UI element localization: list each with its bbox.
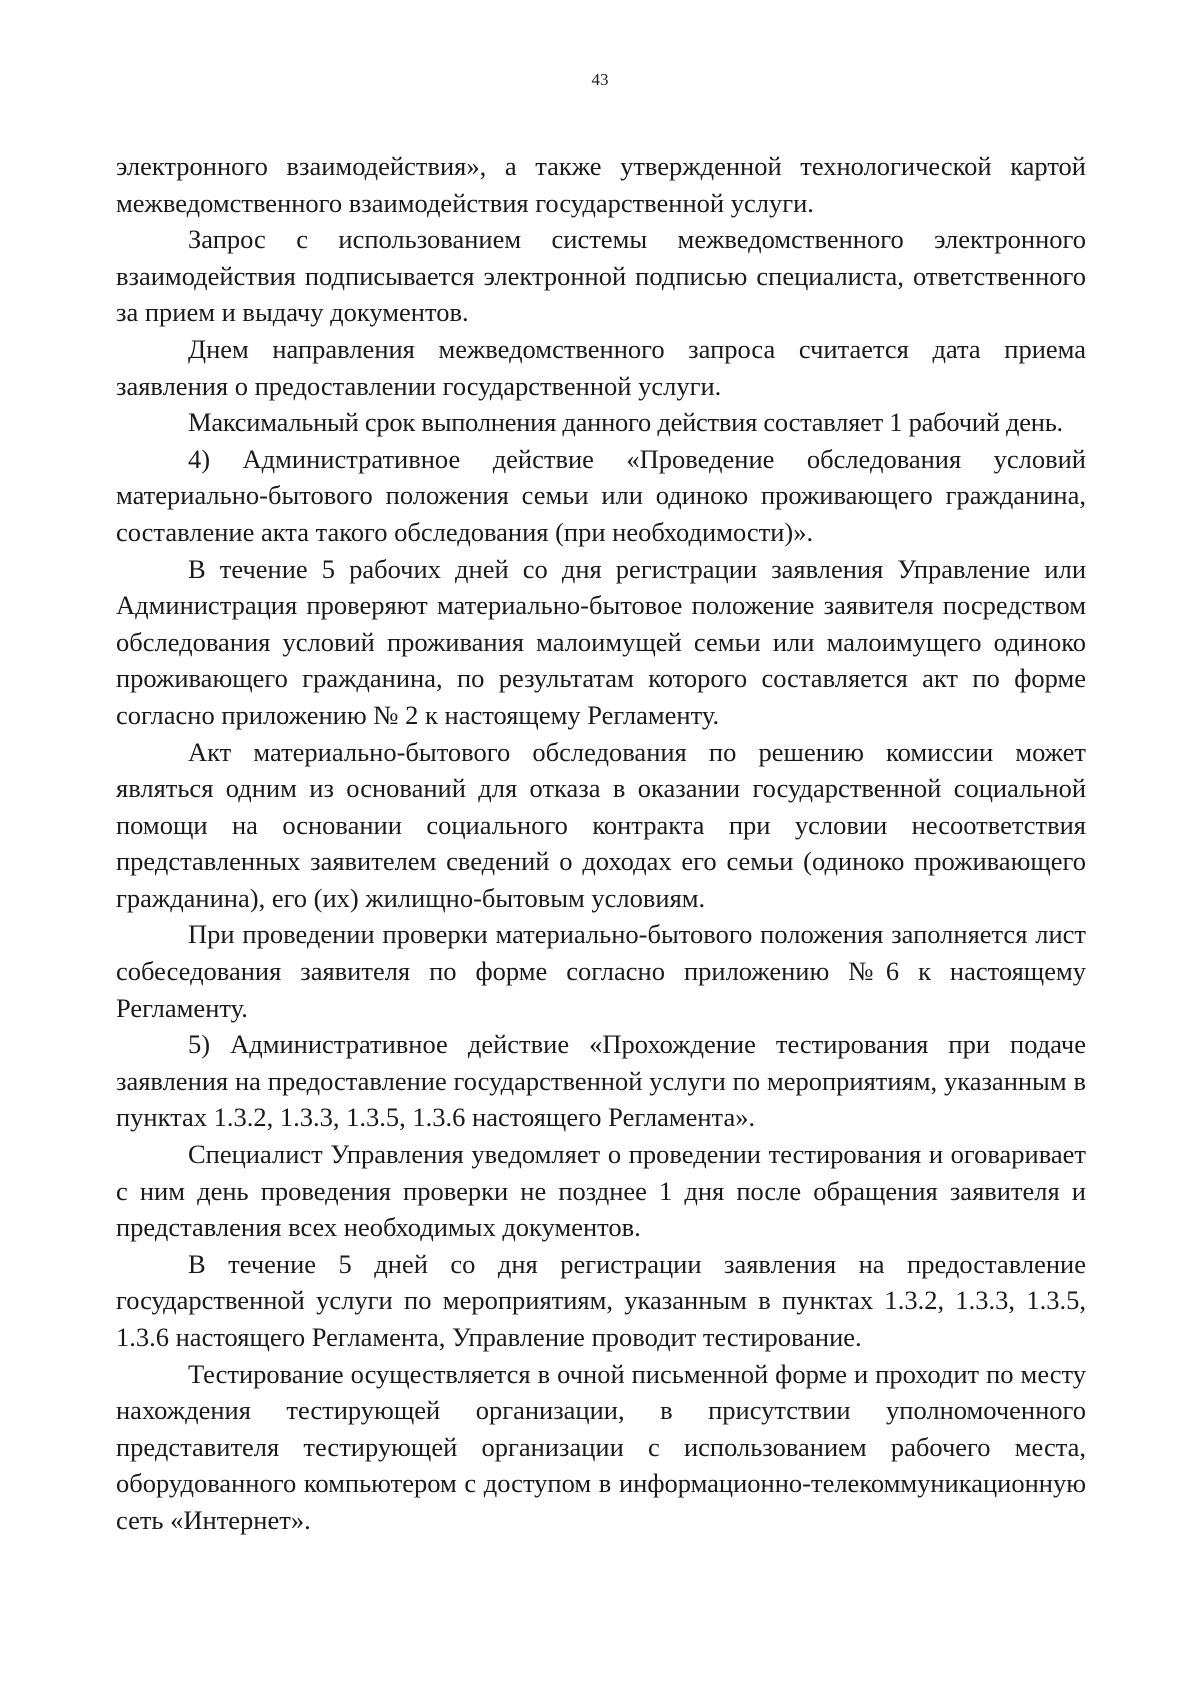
paragraph: Специалист Управления уведомляет о проведении тестирования и оговаривает с ним день проведения проверки не позднее 1 дня после обращения заявителя и представления всех необходимых документов. (116, 1139, 1086, 1243)
paragraph: 5) Административное действие «Прохождение тестирования при подаче заявления на предоставление государственной услуги по мероприятиям, указанным в пунктах 1.3.2, 1.3.3, 1.3.5, 1.3.6 настоящего Регламента». (116, 1029, 1086, 1133)
paragraph: Тестирование осуществляется в очной письменной форме и проходит по месту нахождения тестирующей организации, в присутствии уполномоченного представителя тестирующей организации с использованием рабочего места, оборудованного компьютером с доступом в информационно-телекоммуникационную сеть «Интернет». (116, 1358, 1086, 1535)
paragraph: Запрос с использованием системы межведомственного электронного взаимодействия подписывается электронной подписью специалиста, ответственного за прием и выдачу документов. (116, 224, 1086, 328)
page-number: 43 (591, 70, 609, 89)
paragraph: Днем направления межведомственного запроса считается дата приема заявления о предоставлении государственной услуги. (116, 333, 1086, 401)
paragraph: Акт материально-бытового обследования по решению комиссии может являться одним из оснований для отказа в оказании государственной социальной помощи на основании социального контракта при условии несоответствия представленных заявителем сведений о доходах его семьи (одиноко проживающего гражданина), его (их) жилищно-бытовым условиям. (116, 736, 1086, 913)
paragraph: При проведении проверки материально-бытового положения заполняется лист собеседования заявителя по форме согласно приложению №6 к настоящему Регламенту. (116, 919, 1086, 1023)
paragraph: В течение 5 дней со дня регистрации заявления на предоставление государственной услуги по мероприятиям, указанным в пунктах 1.3.2, 1.3.3, 1.3.5, 1.3.6 настоящего Регламента, Управление проводит тестирование. (116, 1248, 1086, 1352)
document-body (116, 148, 1086, 1539)
paragraph: электронного взаимодействия», а также утвержденной технологической картой межведомственного взаимодействия государственной услуги. (116, 151, 1086, 218)
paragraph: В течение 5 рабочих дней со дня регистрации заявления Управление или Администрация проверяют материально-бытовое положение заявителя посредством обследования условий проживания малоимущей семьи или малоимущего одиноко проживающего гражданина, по результатам которого составляется акт по форме согласно приложению № 2 к настоящему Регламенту. (116, 553, 1086, 730)
paragraph: Максимальный срок выполнения данного действия составляет 1 рабочий день. (188, 407, 1063, 438)
paragraph: 4) Административное действие «Проведение обследования условий материально-бытового положения семьи или одиноко проживающего гражданина, составление акта такого обследования (при необходимости)». (116, 443, 1086, 547)
